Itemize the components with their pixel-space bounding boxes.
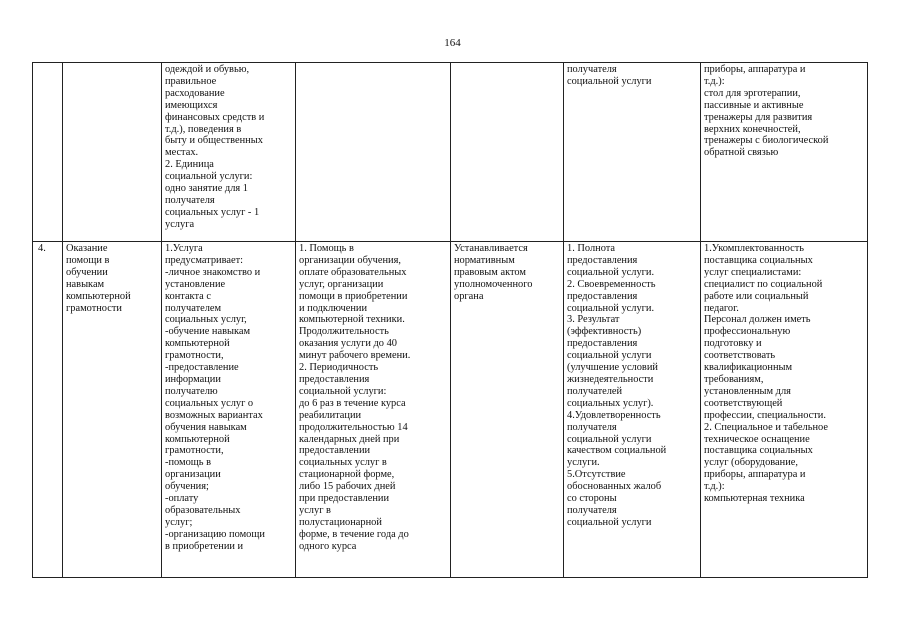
cell-text-line: стационарной форме, — [299, 469, 395, 481]
cell-text-line: полустационарной — [299, 516, 382, 528]
cell-text-line: правильное — [165, 75, 217, 87]
cell-number — [33, 63, 63, 242]
cell-text-line: профессиональную — [704, 326, 791, 338]
cell-text-line: финансовых средств и — [165, 111, 265, 123]
cell-text-line: т.д.): — [704, 75, 725, 87]
cell-text-line: услуг, организации — [299, 278, 384, 290]
cell-text-line: 1.Услуга — [165, 243, 203, 254]
cell-text-line: образовательных — [165, 504, 241, 516]
cell-text-line: Оказание — [66, 243, 108, 254]
cell-conditions — [701, 63, 868, 242]
cell-text-line: получателя — [165, 194, 215, 206]
cell-text-line: предоставления — [567, 338, 638, 350]
cell-text-line: социальных услуг - 1 — [165, 206, 260, 218]
cell-text-line: 2. Своевременность — [567, 278, 656, 290]
cell-text-line: -организацию помощи — [165, 528, 265, 540]
cell-text-line: компьютерной — [66, 290, 131, 302]
cell-text-line: 3. Результат — [567, 314, 620, 326]
cell-text-line: получателя — [567, 64, 617, 75]
cell-text-line: обратной связью — [704, 147, 779, 159]
cell-text-line: компьютерная техника — [704, 493, 805, 505]
cell-text-line: -личное знакомство и — [165, 266, 261, 278]
cell-text-line: помощи в — [66, 254, 110, 266]
cell-text-line: услуг в — [299, 504, 331, 516]
cell-text-line: т.д.), поведения в — [165, 123, 242, 135]
cell-text-line: Продолжительность — [299, 326, 389, 338]
cell-text-line: форме, в течение года до — [299, 528, 409, 540]
cell-text-line: -помощь в — [165, 457, 212, 469]
cell-text-line: при предоставлении — [299, 493, 390, 505]
cell-text-line: возможных вариантах — [165, 409, 263, 421]
cell-text-line: получателя — [567, 504, 617, 516]
cell-service-content — [162, 242, 296, 578]
cell-text-line: качеством социальной — [567, 445, 667, 457]
cell-text-line: продолжительностью 14 — [299, 421, 408, 433]
cell-text-line: 2. Единица — [165, 159, 214, 171]
cell-text-line: календарных дней при — [299, 433, 400, 445]
cell-text-line: организации — [165, 469, 221, 481]
cell-text-line: верхних конечностей, — [704, 123, 801, 135]
cell-timing — [296, 242, 451, 578]
cell-text-line: предоставления — [567, 254, 638, 266]
cell-text-line: обучении — [66, 266, 108, 278]
cell-text-line: расходование — [165, 87, 225, 99]
cell-text-line: обучения; — [165, 481, 209, 493]
cell-text-line: реабилитации — [299, 409, 362, 421]
cell-conditions — [701, 242, 868, 578]
cell-text-line: со стороны — [567, 493, 617, 505]
cell-quality-indicators — [564, 63, 701, 242]
cell-text-line: быту и общественных — [165, 135, 263, 147]
page-number: 164 — [444, 37, 461, 49]
cell-text-line: подготовку и — [704, 338, 762, 350]
cell-text-line: 2. Специальное и табельное — [704, 421, 828, 433]
cell-text-line: и подключении — [299, 302, 368, 314]
cell-text-line: социальной услуги: — [299, 385, 387, 397]
cell-service-name — [63, 242, 162, 578]
cell-text-line: имеющихся — [165, 99, 218, 111]
cell-text-line: специалист по социальной — [704, 278, 823, 290]
cell-cost — [451, 63, 564, 242]
cell-text-line: организации обучения, — [299, 254, 401, 266]
cell-text-line: соответствующей — [704, 397, 783, 409]
cell-text-line: минут рабочего времени. — [299, 350, 411, 362]
cell-text-line: в приобретении и — [165, 540, 244, 552]
cell-number — [33, 242, 63, 578]
cell-text-line: социальной услуги. — [567, 266, 655, 278]
cell-text-line: 1. Помощь в — [299, 243, 354, 254]
table-row — [33, 63, 868, 242]
cell-text-line: социальных услуг о — [165, 397, 254, 409]
services-table — [32, 62, 868, 578]
cell-text-line: органа — [454, 290, 484, 302]
cell-text-line: т.д.): — [704, 481, 725, 493]
cell-quality-indicators — [564, 242, 701, 578]
cell-text-line: услуга — [165, 218, 195, 230]
cell-text-line: социальной услуги — [567, 433, 652, 445]
cell-text-line: приборы, аппаратура и — [704, 64, 806, 75]
cell-text-line: компьютерной техники. — [299, 314, 405, 326]
cell-text-line: уполномоченного — [454, 278, 533, 290]
cell-text-line: поставщика социальных — [704, 445, 813, 457]
cell-text-line: профессии, специальности. — [704, 409, 826, 421]
cell-text-line: -оплату — [165, 493, 199, 505]
cell-text-line: предоставлении — [299, 445, 371, 457]
cell-text-line: социальных услуг в — [299, 457, 387, 469]
cell-text-line: социальных услуг, — [165, 314, 247, 326]
cell-text-line: услуги. — [567, 457, 600, 469]
cell-text-line: социальной услуги: — [165, 171, 253, 183]
cell-text-line: работе или социальный — [704, 290, 809, 302]
cell-text-line: техническое оснащение — [704, 433, 810, 445]
cell-text-line: предоставления — [567, 290, 638, 302]
cell-text-line: получателя — [567, 421, 617, 433]
cell-text-line: предоставления — [299, 373, 370, 385]
cell-text-line: стол для эрготерапии, — [704, 87, 801, 99]
cell-text-line: обучения навыкам — [165, 421, 247, 433]
cell-text-line: одно занятие для 1 — [165, 183, 248, 195]
cell-text-line: квалификационным — [704, 362, 793, 374]
cell-text-line: навыкам — [66, 278, 105, 290]
cell-text-line: предусматривает: — [165, 254, 244, 266]
cell-text-line: тренажеры с биологической — [704, 135, 829, 147]
cell-text-line: услуг (оборудование, — [704, 457, 798, 469]
cell-text-line: 5.Отсутствие — [567, 469, 626, 481]
cell-text-line: 2. Периодичность — [299, 362, 379, 374]
cell-text-line: -обучение навыкам — [165, 326, 251, 338]
cell-text-line: установление — [165, 278, 226, 290]
cell-text-line: получателей — [567, 385, 623, 397]
cell-text-line: 1.Укомплектованность — [704, 243, 805, 254]
cell-text-line: Устанавливается — [454, 243, 528, 254]
cell-text-line: одного курса — [299, 540, 357, 552]
cell-text-line: грамотности — [66, 302, 122, 314]
cell-text-line: местах. — [165, 147, 199, 159]
cell-text-line: 4. — [38, 243, 46, 254]
cell-text-line: получателем — [165, 302, 222, 314]
cell-text-line: информации — [165, 373, 221, 385]
cell-text-line: компьютерной — [165, 338, 230, 350]
cell-text-line: (улучшение условий — [567, 362, 658, 374]
cell-text-line: до 6 раз в течение курса — [299, 397, 406, 409]
cell-cost — [451, 242, 564, 578]
cell-text-line: грамотности, — [165, 445, 224, 457]
cell-text-line: компьютерной — [165, 433, 230, 445]
cell-text-line: соответствовать — [704, 350, 776, 362]
cell-text-line: получателю — [165, 385, 218, 397]
cell-text-line: Персонал должен иметь — [704, 314, 811, 326]
table-row — [33, 242, 868, 578]
cell-text-line: оказания услуги до 40 — [299, 338, 397, 350]
cell-text-line: 1. Полнота — [567, 243, 616, 254]
cell-text-line: оплате образовательных — [299, 266, 407, 278]
cell-text-line: социальной услуги — [567, 516, 652, 528]
cell-text-line: помощи в приобретении — [299, 290, 408, 302]
cell-text-line: грамотности, — [165, 350, 224, 362]
cell-service-content — [162, 63, 296, 242]
cell-text-line: либо 15 рабочих дней — [299, 481, 396, 493]
cell-text-line: правовым актом — [454, 266, 526, 278]
cell-text-line: приборы, аппаратура и — [704, 469, 806, 481]
cell-text-line: нормативным — [454, 254, 515, 266]
cell-text-line: (эффективность) — [567, 326, 642, 338]
cell-text-line: социальной услуги — [567, 75, 652, 87]
cell-text-line: социальных услуг). — [567, 397, 654, 409]
cell-text-line: установленным для — [704, 385, 791, 397]
cell-timing — [296, 63, 451, 242]
cell-text-line: социальной услуги — [567, 350, 652, 362]
cell-text-line: пассивные и активные — [704, 99, 804, 111]
cell-text-line: поставщика социальных — [704, 254, 813, 266]
cell-service-name — [63, 63, 162, 242]
cell-text-line: жизнедеятельности — [567, 373, 654, 385]
cell-text-line: 4.Удовлетворенность — [567, 409, 661, 421]
cell-text-line: -предоставление — [165, 362, 239, 374]
cell-text-line: одеждой и обувью, — [165, 64, 250, 75]
cell-text-line: тренажеры для развития — [704, 111, 813, 123]
cell-text-line: обоснованных жалоб — [567, 481, 662, 493]
cell-text-line: требованиям, — [704, 373, 764, 385]
cell-text-line: услуг специалистами: — [704, 266, 802, 278]
cell-text-line: социальной услуги. — [567, 302, 655, 314]
cell-text-line: контакта с — [165, 290, 211, 302]
cell-text-line: услуг; — [165, 516, 193, 528]
cell-text-line: педагог. — [704, 302, 739, 314]
